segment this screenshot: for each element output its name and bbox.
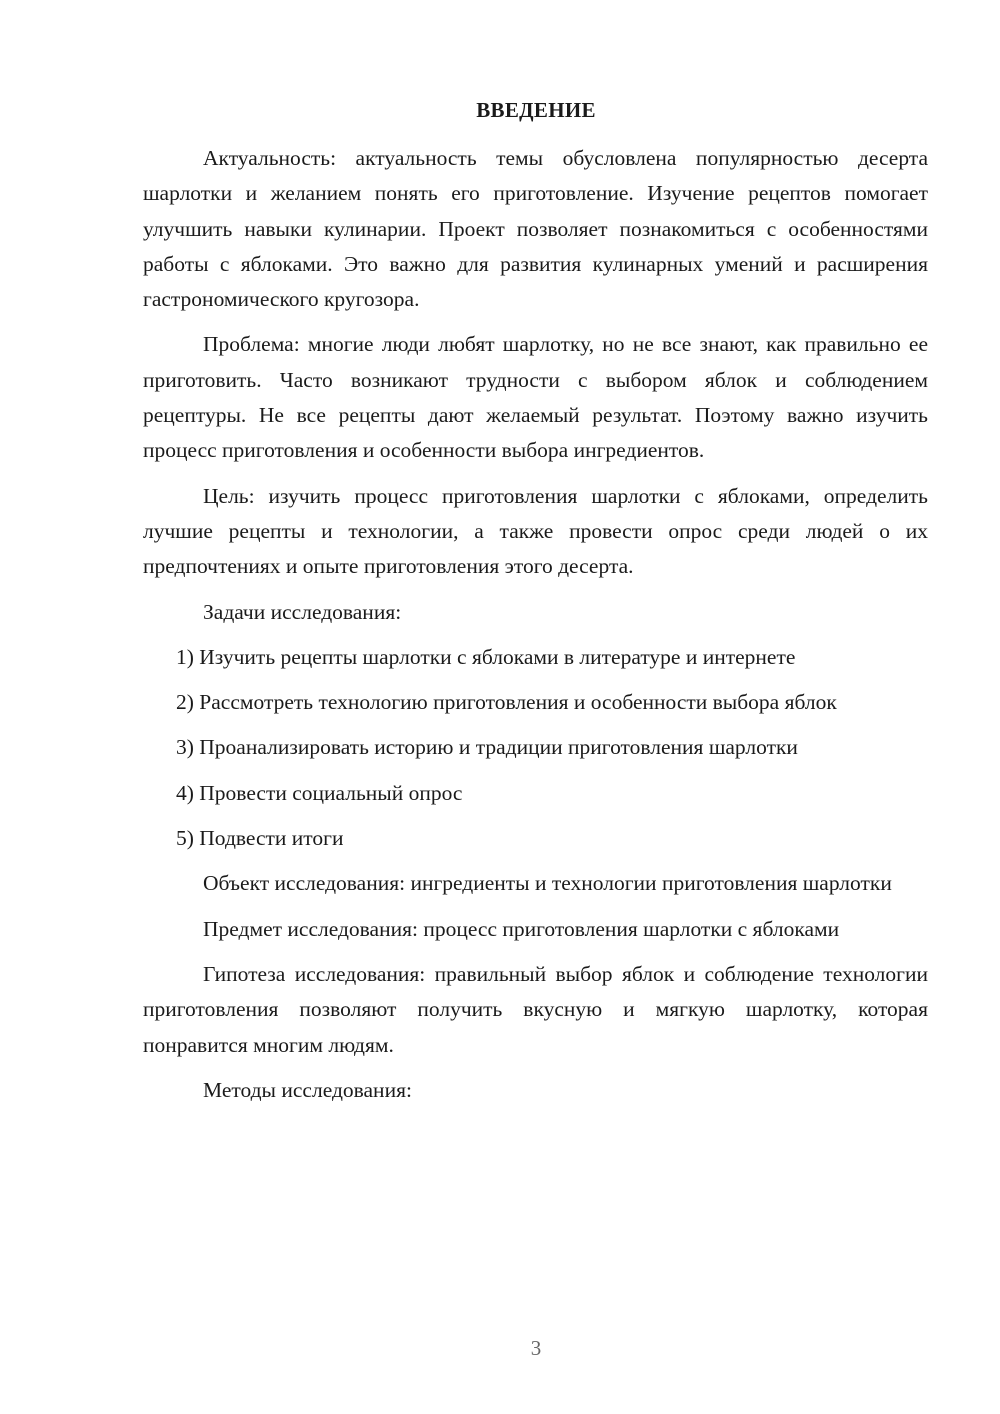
task-item-4: 4) Провести социальный опрос	[176, 780, 463, 805]
paragraph-tasks-heading: Задачи исследования:	[203, 599, 402, 624]
paragraph-problem: Проблема: многие люди любят шарлотку, но не все знают, как правильно ее приготовить. Часто возникают трудности с выбором яблок и соблюдением рецептуры. Не все рецепты дают желаемый результат. Поэтому важно изучить процесс приготовления и особенности выбора ингредиентов.	[143, 332, 928, 463]
page-title: ВВЕДЕНИЕ	[476, 98, 596, 122]
paragraph-methods: Методы исследования:	[203, 1077, 412, 1102]
paragraph-hypothesis: Гипотеза исследования: правильный выбор яблок и соблюдение технологии приготовления позволяют получить вкусную и мягкую шарлотку, которая понравится многим людям.	[143, 961, 928, 1057]
paragraph-relevance: Актуальность: актуальность темы обусловлена популярностью десерта шарлотки и желанием понять его приготовление. Изучение рецептов помогает улучшить навыки кулинарии. Проект позволяет познакомиться с особенностями работы с яблоками. Это важно для развития кулинарных умений и расширения гастрономического кругозора.	[143, 146, 928, 312]
paragraph-subject: Предмет исследования: процесс приготовления шарлотки с яблоками	[203, 916, 840, 941]
paragraph-goal: Цель: изучить процесс приготовления шарлотки с яблоками, определить лучшие рецепты и технологии, а также провести опрос среди людей о их предпочтениях и опыте приготовления этого десерта.	[143, 483, 928, 579]
document-body	[143, 141, 928, 1118]
task-item-3: 3) Проанализировать историю и традиции приготовления шарлотки	[176, 735, 798, 760]
paragraph-object: Объект исследования: ингредиенты и технологии приготовления шарлотки	[203, 871, 892, 896]
page-number: 3	[530, 1336, 542, 1360]
task-item-5: 5) Подвести итоги	[176, 826, 344, 851]
task-item-1: 1) Изучить рецепты шарлотки с яблоками в литературе и интернете	[176, 644, 796, 669]
task-item-2: 2) Рассмотреть технологию приготовления и особенности выбора яблок	[176, 690, 837, 715]
